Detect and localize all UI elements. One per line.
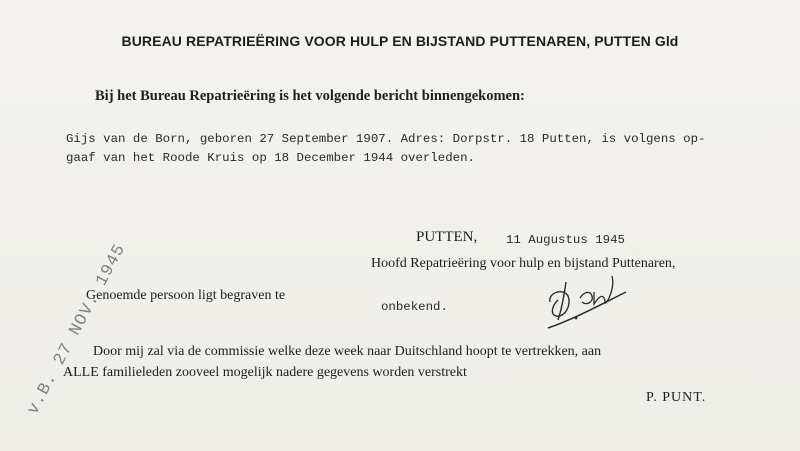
message-line-2: gaaf van het Roode Kruis op 18 December 1944 overleden.	[66, 151, 475, 165]
intro-line: Bij het Bureau Repatrieëring is het volgende bericht binnengekomen:	[95, 88, 525, 104]
signer-name: P. PUNT.	[646, 390, 707, 405]
burial-label: Genoemde persoon ligt begraven te	[86, 288, 286, 303]
burial-value: onbekend.	[381, 300, 448, 314]
place: PUTTEN,	[416, 229, 478, 245]
body-line-1: Door mij zal via de commissie welke deze week naar Duitschland hoopt te vertrekken, aan	[93, 344, 602, 359]
handwritten-signature	[528, 262, 648, 342]
signature-title: Hoofd Repatrieëring voor hulp en bijstand Puttenaren,	[371, 256, 676, 271]
letterhead: BUREAU REPATRIEËRING VOOR HULP EN BIJSTAND PUTTENAREN, PUTTEN Gld	[121, 33, 679, 49]
message-line-1: Gijs van de Born, geboren 27 September 1907. Adres: Dorpstr. 18 Putten, is volgens op-	[66, 132, 706, 146]
body-line-2: ALLE familieleden zooveel mogelijk nadere gegevens worden verstrekt	[63, 365, 467, 380]
date: 11 Augustus 1945	[506, 233, 625, 247]
received-stamp: v.B. 27 NOV. 1945	[24, 240, 131, 419]
